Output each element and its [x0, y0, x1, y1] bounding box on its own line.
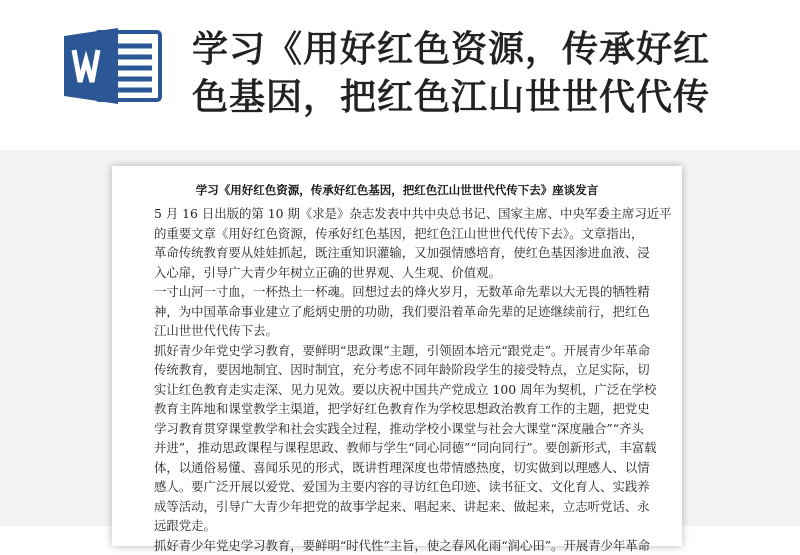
document-line: 的重要文章《用好红色资源，传承好红色基因，把红色江山世世代代传下去》。文章指出，: [154, 224, 650, 244]
page-title-line: 色基因，把红色江山世世代代传: [192, 74, 752, 122]
document-line: 成等活动，引导广大青少年把党的故事学起来、唱起来、讲起来、做起来，立志听党话、永: [154, 497, 650, 517]
document-line: 传统教育，要因地制宜、因时制宜，充分考虑不同年龄阶段学生的接受特点，立足实际，切: [154, 360, 650, 380]
document-line: 神，为中国革命事业建立了彪炳史册的功勋，我们要沿着革命先辈的足迹继续前行，把红色: [154, 302, 650, 322]
document-title: 学习《用好红色资源，传承好红色基因，把红色江山世世代代传下去》座谈发言: [112, 182, 682, 198]
document-body: [154, 204, 650, 555]
page-title-line: 学习《用好红色资源，传承好红: [192, 26, 752, 74]
document-line: 抓好青少年党史学习教育，要鲜明“时代性”主旨，使之春风化雨“润心田”。开展青少年革命: [154, 536, 650, 555]
word-document-icon: [56, 26, 164, 106]
document-line: 革命传统教育要从娃娃抓起，既注重知识灌输，又加强情感培育，使红色基因渗进血液、浸: [154, 243, 650, 263]
document-line: 教育主阵地和课堂教学主渠道，把学好红色教育作为学校思想政治教育工作的主题，把党史: [154, 399, 650, 419]
document-page: [112, 166, 682, 546]
document-line: 体，以通俗易懂、喜闻乐见的形式，既讲哲理深度也带情感热度，切实做到以理感人、以情: [154, 458, 650, 478]
document-line: 入心扉，引导广大青少年树立正确的世界观、人生观、价值观。: [154, 263, 650, 283]
document-line: 5 月 16 日出版的第 10 期《求是》杂志发表中共中央总书记、国家主席、中央军委主席习近平: [154, 204, 650, 224]
document-line: 感人。要广泛开展以爱党、爱国为主要内容的寻访红色印迹、读书征文、文化育人、实践养: [154, 477, 650, 497]
document-line: 江山世世代代传下去。: [154, 321, 650, 341]
document-line: 一寸山河一寸血，一杯热土一杯魂。回想过去的烽火岁月，无数革命先辈以大无畏的牺牲精: [154, 282, 650, 302]
document-line: 并进”，推动思政课程与课程思政、教师与学生“同心同德”“同向同行”。要创新形式，丰富载: [154, 438, 650, 458]
document-line: 远跟党走。: [154, 516, 650, 536]
document-line: 实让红色教育走实走深、见力见效。要以庆祝中国共产党成立 100 周年为契机，广泛在学校: [154, 380, 650, 400]
header: [0, 0, 800, 150]
page-title: [192, 26, 752, 122]
document-line: 抓好青少年党史学习教育，要鲜明“思政课”主题，引领固本培元“跟党走”。开展青少年革命: [154, 341, 650, 361]
document-line: 学习教育贯穿课堂教学和社会实践全过程，推动学校小课堂与社会大课堂“深度融合”“齐头: [154, 419, 650, 439]
